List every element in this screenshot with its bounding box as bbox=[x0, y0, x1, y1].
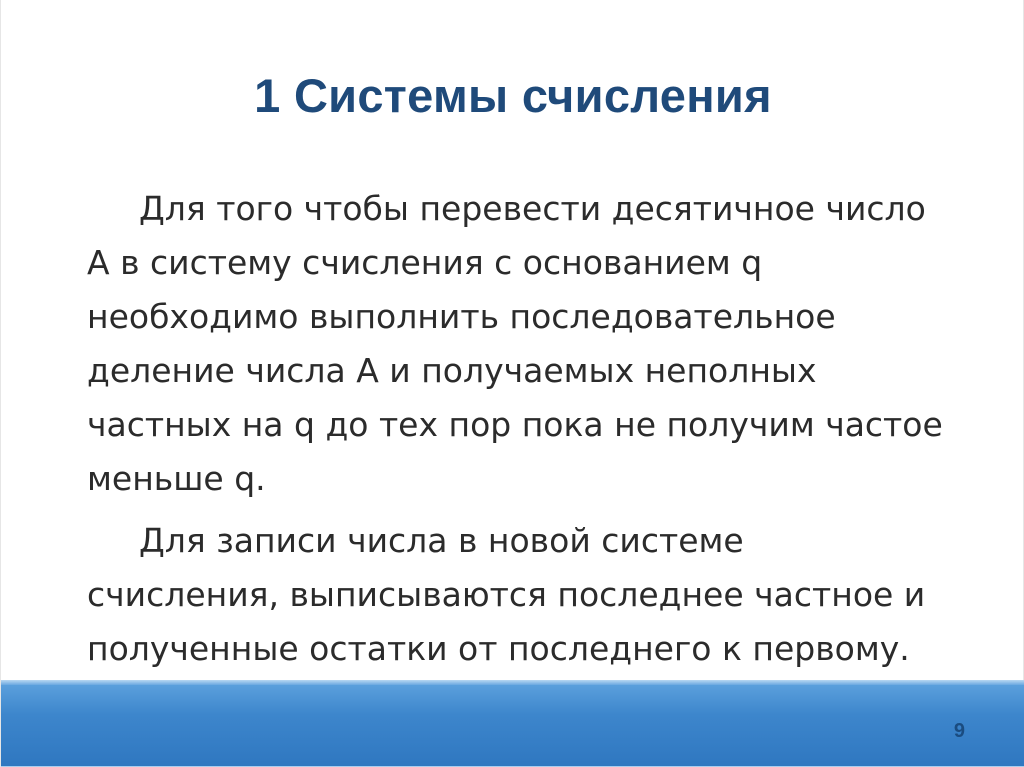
paragraph-1 bbox=[87, 182, 977, 506]
paragraph-1-line-2: А в систему счисления с основанием q bbox=[87, 243, 763, 282]
paragraph-2-line-3: полученные остатки от последнего к первому. bbox=[87, 629, 910, 668]
paragraph-1-line-5: частных на q до тех пор пока не получим частое bbox=[87, 405, 943, 444]
footer-bar bbox=[1, 680, 1024, 767]
paragraph-2-line-1: Для записи числа в новой системе bbox=[139, 521, 744, 560]
slide-body bbox=[87, 182, 977, 684]
paragraph-1-line-1: Для того чтобы перевести десятичное число bbox=[139, 189, 926, 228]
paragraph-1-line-3: необходимо выполнить последовательное bbox=[87, 297, 836, 336]
paragraph-1-line-4: деление числа А и получаемых неполных bbox=[87, 351, 817, 390]
paragraph-2 bbox=[87, 514, 977, 676]
page-number: 9 bbox=[953, 720, 965, 742]
paragraph-1-line-6: меньше q. bbox=[87, 459, 266, 498]
slide-title: 1 Системы счисления bbox=[254, 69, 772, 122]
paragraph-2-line-2: счисления, выписываются последнее частное и bbox=[87, 575, 926, 614]
